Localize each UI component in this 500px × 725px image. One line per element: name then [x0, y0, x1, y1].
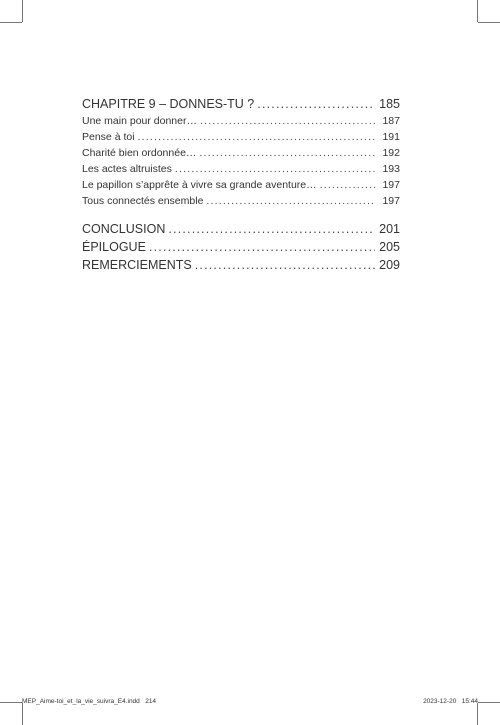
leader-dots: [168, 222, 375, 236]
crop-mark-top-right: [477, 0, 478, 22]
crop-mark-top-left-h: [0, 22, 22, 23]
toc-entry-page: 192: [382, 147, 400, 159]
toc-section-row: [82, 163, 400, 179]
leader-dots: [175, 163, 376, 175]
leader-dots: [149, 240, 375, 254]
toc-entry-title: Tous connectés ensemble: [82, 195, 204, 207]
crop-mark-bottom-left-h: [0, 702, 22, 703]
toc-section-row: [82, 195, 400, 211]
toc-entry-page: 201: [379, 222, 400, 236]
toc-entry-page: 197: [382, 195, 400, 207]
leader-dots: [257, 97, 375, 111]
crop-mark-top-left: [22, 0, 23, 22]
toc-entry-title: Les actes altruistes: [82, 163, 172, 175]
table-of-contents: [82, 97, 400, 211]
toc-entry-page: 205: [379, 240, 400, 254]
toc-entry-title: CONCLUSION: [82, 222, 166, 236]
toc-chapter-row: [82, 240, 400, 258]
leader-dots: [206, 195, 376, 207]
toc-entry-title: REMERCIEMENTS: [82, 258, 192, 272]
leader-dots: [200, 115, 376, 127]
toc-section-row: [82, 179, 400, 195]
toc-entry-title: Une main pour donner…: [82, 115, 197, 127]
crop-mark-bottom-right-h: [478, 702, 500, 703]
leader-dots: [320, 179, 376, 191]
print-slug: [22, 698, 478, 705]
slug-timestamp: 2023-12-20 15:44: [423, 698, 478, 705]
toc-entry-page: 185: [379, 97, 400, 111]
toc-chapter-row: [82, 222, 400, 240]
toc-entry-title: ÉPILOGUE: [82, 240, 146, 254]
slug-filename: MEP_Aime-toi_et_la_vie_suivra_E4.indd 214: [22, 698, 157, 705]
table-of-contents-back-matter: [82, 222, 400, 276]
toc-entry-page: 209: [379, 258, 400, 272]
toc-entry-page: 187: [382, 115, 400, 127]
crop-mark-bottom-right: [477, 703, 478, 725]
toc-entry-title: Pense à toi: [82, 131, 135, 143]
leader-dots: [138, 131, 376, 143]
toc-entry-page: 191: [382, 131, 400, 143]
crop-mark-bottom-left: [22, 703, 23, 725]
toc-section-row: [82, 131, 400, 147]
toc-chapter-row: [82, 258, 400, 276]
leader-dots: [199, 147, 376, 159]
toc-entry-page: 197: [382, 179, 400, 191]
toc-section-row: [82, 115, 400, 131]
toc-chapter-row: [82, 97, 400, 115]
toc-entry-title: Le papillon s’apprête à vivre sa grande aventure…: [82, 179, 317, 191]
toc-entry-title: CHAPITRE 9 – DONNES-TU ?: [82, 97, 255, 111]
crop-mark-top-right-h: [478, 22, 500, 23]
toc-entry-page: 193: [382, 163, 400, 175]
leader-dots: [195, 258, 375, 272]
toc-section-row: [82, 147, 400, 163]
toc-entry-title: Charité bien ordonnée…: [82, 147, 197, 159]
